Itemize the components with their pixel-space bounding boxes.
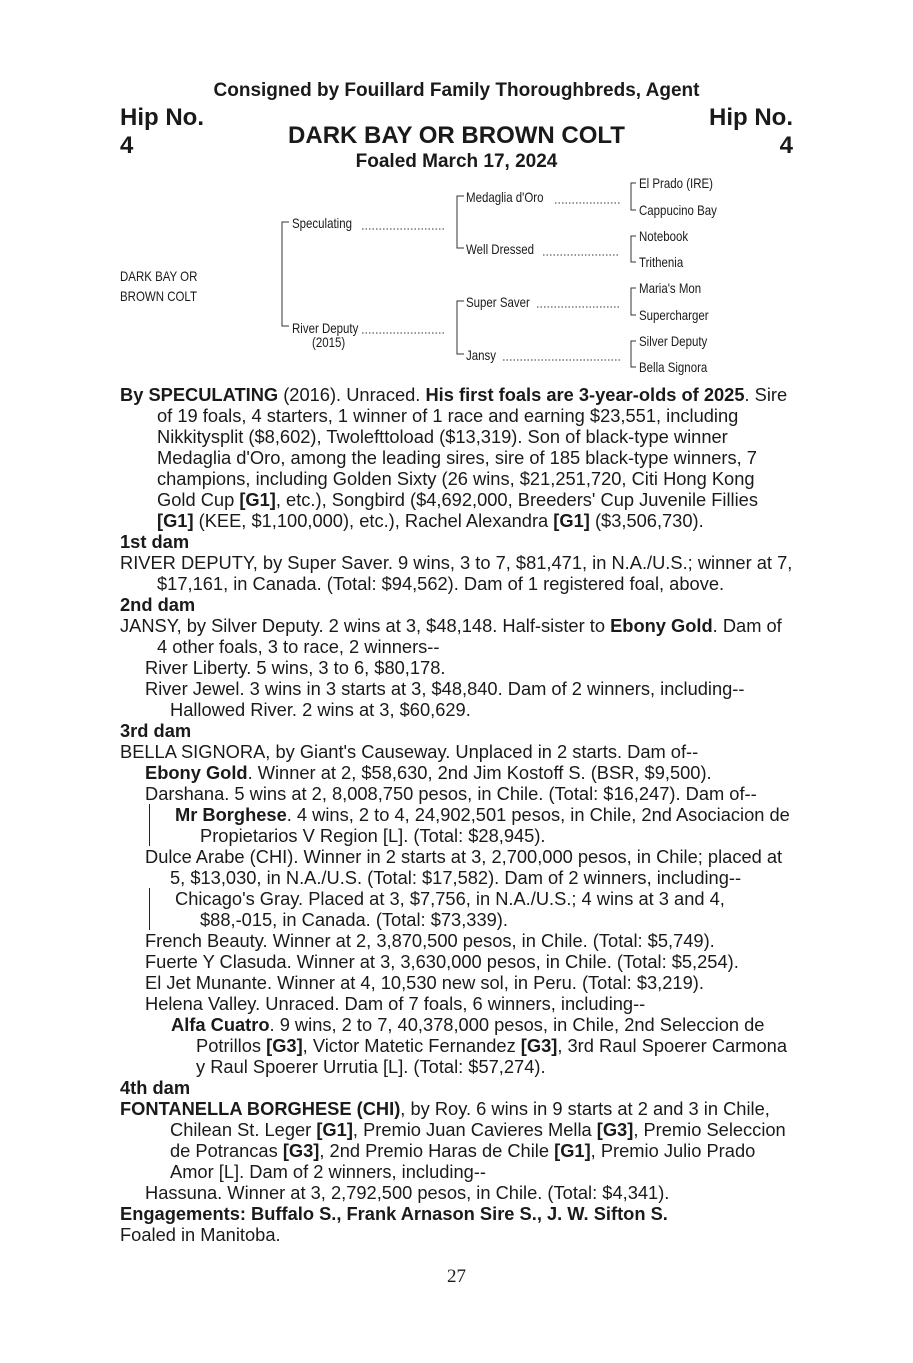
produce-line: River Jewel. 3 wins in 3 starts at 3, $48,840. Dam of 2 winners, including-- [145, 678, 745, 699]
fourth-dam-text: FONTANELLA BORGHESE (CHI), by Roy. 6 wins in 9 starts at 2 and 3 in Chile, Chilean St. Leger [G1], Premio Juan Cavieres Mella [G3], Premio Seleccion de Potrancas [G3], 2nd Premio Haras de Chile [G1], Premio Julio Prado Amor [L]. Dam of 2 winners, including-- [120, 1098, 786, 1182]
pedigree-dam-dam: Jansy [466, 347, 496, 363]
fourth-dam-heading: 4th dam [120, 1077, 191, 1098]
produce-line: Hassuna. Winner at 3, 2,792,500 pesos, in Chile. (Total: $4,341). [145, 1182, 670, 1203]
third-dam-intro: BELLA SIGNORA, by Giant's Causeway. Unplaced in 2 starts. Dam of-- [120, 741, 699, 762]
produce-line: Dulce Arabe (CHI). Winner in 2 starts at 3, 2,700,000 pesos, in Chile; placed at 5, $13,030, in N.A./U.S. (Total: $17,582). Dam of 2 winners, including-- [145, 846, 783, 888]
pedigree-g3: Bella Signora [639, 359, 708, 375]
produce-line: Chicago's Gray. Placed at 3, $7,756, in N.A./U.S.; 4 wins at 3 and 4, $88,-015, in Canada. (Total: $73,339). [175, 888, 725, 930]
third-dam-heading: 3rd dam [120, 720, 192, 741]
produce-line: Alfa Cuatro. 9 wins, 2 to 7, 40,378,000 pesos, in Chile, 2nd Seleccion de Potrillos [G3], Victor Matetic Fernandez [G3], 3rd Raul Spoerer Carmona y Raul Spoerer Urrutia [L]. (Total: $57,274). [171, 1014, 787, 1077]
consignor-line: Consigned by Fouillard Family Thoroughbreds, Agent [213, 80, 700, 101]
pedigree-g3: Maria's Mon [639, 280, 702, 296]
second-dam-heading: 2nd dam [120, 594, 196, 615]
page-number: 27 [447, 1266, 466, 1287]
produce-line: Darshana. 5 wins at 2, 8,008,750 pesos, in Chile. (Total: $16,247). Dam of-- [145, 783, 757, 804]
pedigree-sire-sire: Medaglia d'Oro [466, 189, 544, 205]
sire-paragraph: By SPECULATING (2016). Unraced. His first foals are 3-year-olds of 2025. Sire of 19 foals, 4 starters, 1 winner of 1 race and earning $23,551, including Nikkitysplit ($8,602), Twolefttoload ($13,319). Son of black-type winner Medaglia d'Oro, among the leading sires, sire of 185 black-type winners, 7 champions, including Golden Sixty (26 wins, $21,251,720, Citi Hong Kong Gold Cup [G1], etc.), Songbird ($4,692,000, Breeders' Cup Juvenile Fillies [G1] (KEE, $1,100,000), etc.), Rachel Alexandra [G1] ($3,506,730). [120, 384, 788, 531]
produce-bracket [149, 888, 795, 930]
hip-label: Hip No. [120, 104, 204, 131]
pedigree-dam: River Deputy [292, 320, 359, 336]
foaled-in: Foaled in Manitoba. [120, 1224, 281, 1245]
hip-value: 4 [120, 132, 134, 159]
first-dam-text: RIVER DEPUTY, by Super Saver. 9 wins, 3 to 7, $81,471, in N.A./U.S.; winner at 7, $17,161, in Canada. (Total: $94,562). Dam of 1 registered foal, above. [120, 552, 793, 594]
hip-value: 4 [779, 132, 793, 159]
produce-line: Ebony Gold. Winner at 2, $58,630, 2nd Jim Kostoff S. (BSR, $9,500). [145, 762, 712, 783]
produce-bracket [149, 804, 795, 846]
catalog-body [120, 384, 795, 1245]
pedigree-subject-line1: DARK BAY OR [120, 268, 198, 284]
pedigree-dam-sire: Super Saver [466, 294, 530, 310]
produce-line: Helena Valley. Unraced. Dam of 7 foals, 6 winners, including-- [145, 993, 646, 1014]
foaled-date: Foaled March 17, 2024 [355, 151, 558, 172]
pedigree-g3: Trithenia [639, 254, 684, 270]
pedigree-g3: Notebook [639, 228, 689, 244]
produce-line: Fuerte Y Clasuda. Winner at 3, 3,630,000 pesos, in Chile. (Total: $5,254). [145, 951, 739, 972]
second-dam-text: JANSY, by Silver Deputy. 2 wins at 3, $48,148. Half-sister to Ebony Gold. Dam of 4 other foals, 3 to race, 2 winners-- [120, 615, 782, 657]
produce-line: El Jet Munante. Winner at 4, 10,530 new sol, in Peru. (Total: $3,219). [145, 972, 704, 993]
pedigree-g3: Cappucino Bay [639, 202, 717, 218]
hip-label: Hip No. [709, 104, 793, 131]
pedigree-g3: Silver Deputy [639, 333, 708, 349]
pedigree-g3: Supercharger [639, 307, 709, 323]
pedigree-bracket-lines [0, 0, 913, 380]
pedigree-g3: El Prado (IRE) [639, 175, 714, 191]
pedigree-sire: Speculating [292, 215, 353, 231]
engagements: Engagements: Buffalo S., Frank Arnason Sire S., J. W. Sifton S. [120, 1203, 668, 1224]
pedigree-sire-dam: Well Dressed [466, 241, 535, 257]
pedigree-dam-year: (2015) [312, 334, 346, 350]
produce-line: Mr Borghese. 4 wins, 2 to 4, 24,902,501 pesos, in Chile, 2nd Asociacion de Propietarios V Region [L]. (Total: $28,945). [175, 804, 790, 846]
pedigree-subject-line2: BROWN COLT [120, 288, 197, 304]
horse-title: DARK BAY OR BROWN COLT [288, 122, 625, 149]
produce-line: River Liberty. 5 wins, 3 to 6, $80,178. [145, 657, 446, 678]
first-dam-heading: 1st dam [120, 531, 190, 552]
produce-line: French Beauty. Winner at 2, 3,870,500 pesos, in Chile. (Total: $5,749). [145, 930, 715, 951]
produce-line: Hallowed River. 2 wins at 3, $60,629. [170, 699, 471, 720]
